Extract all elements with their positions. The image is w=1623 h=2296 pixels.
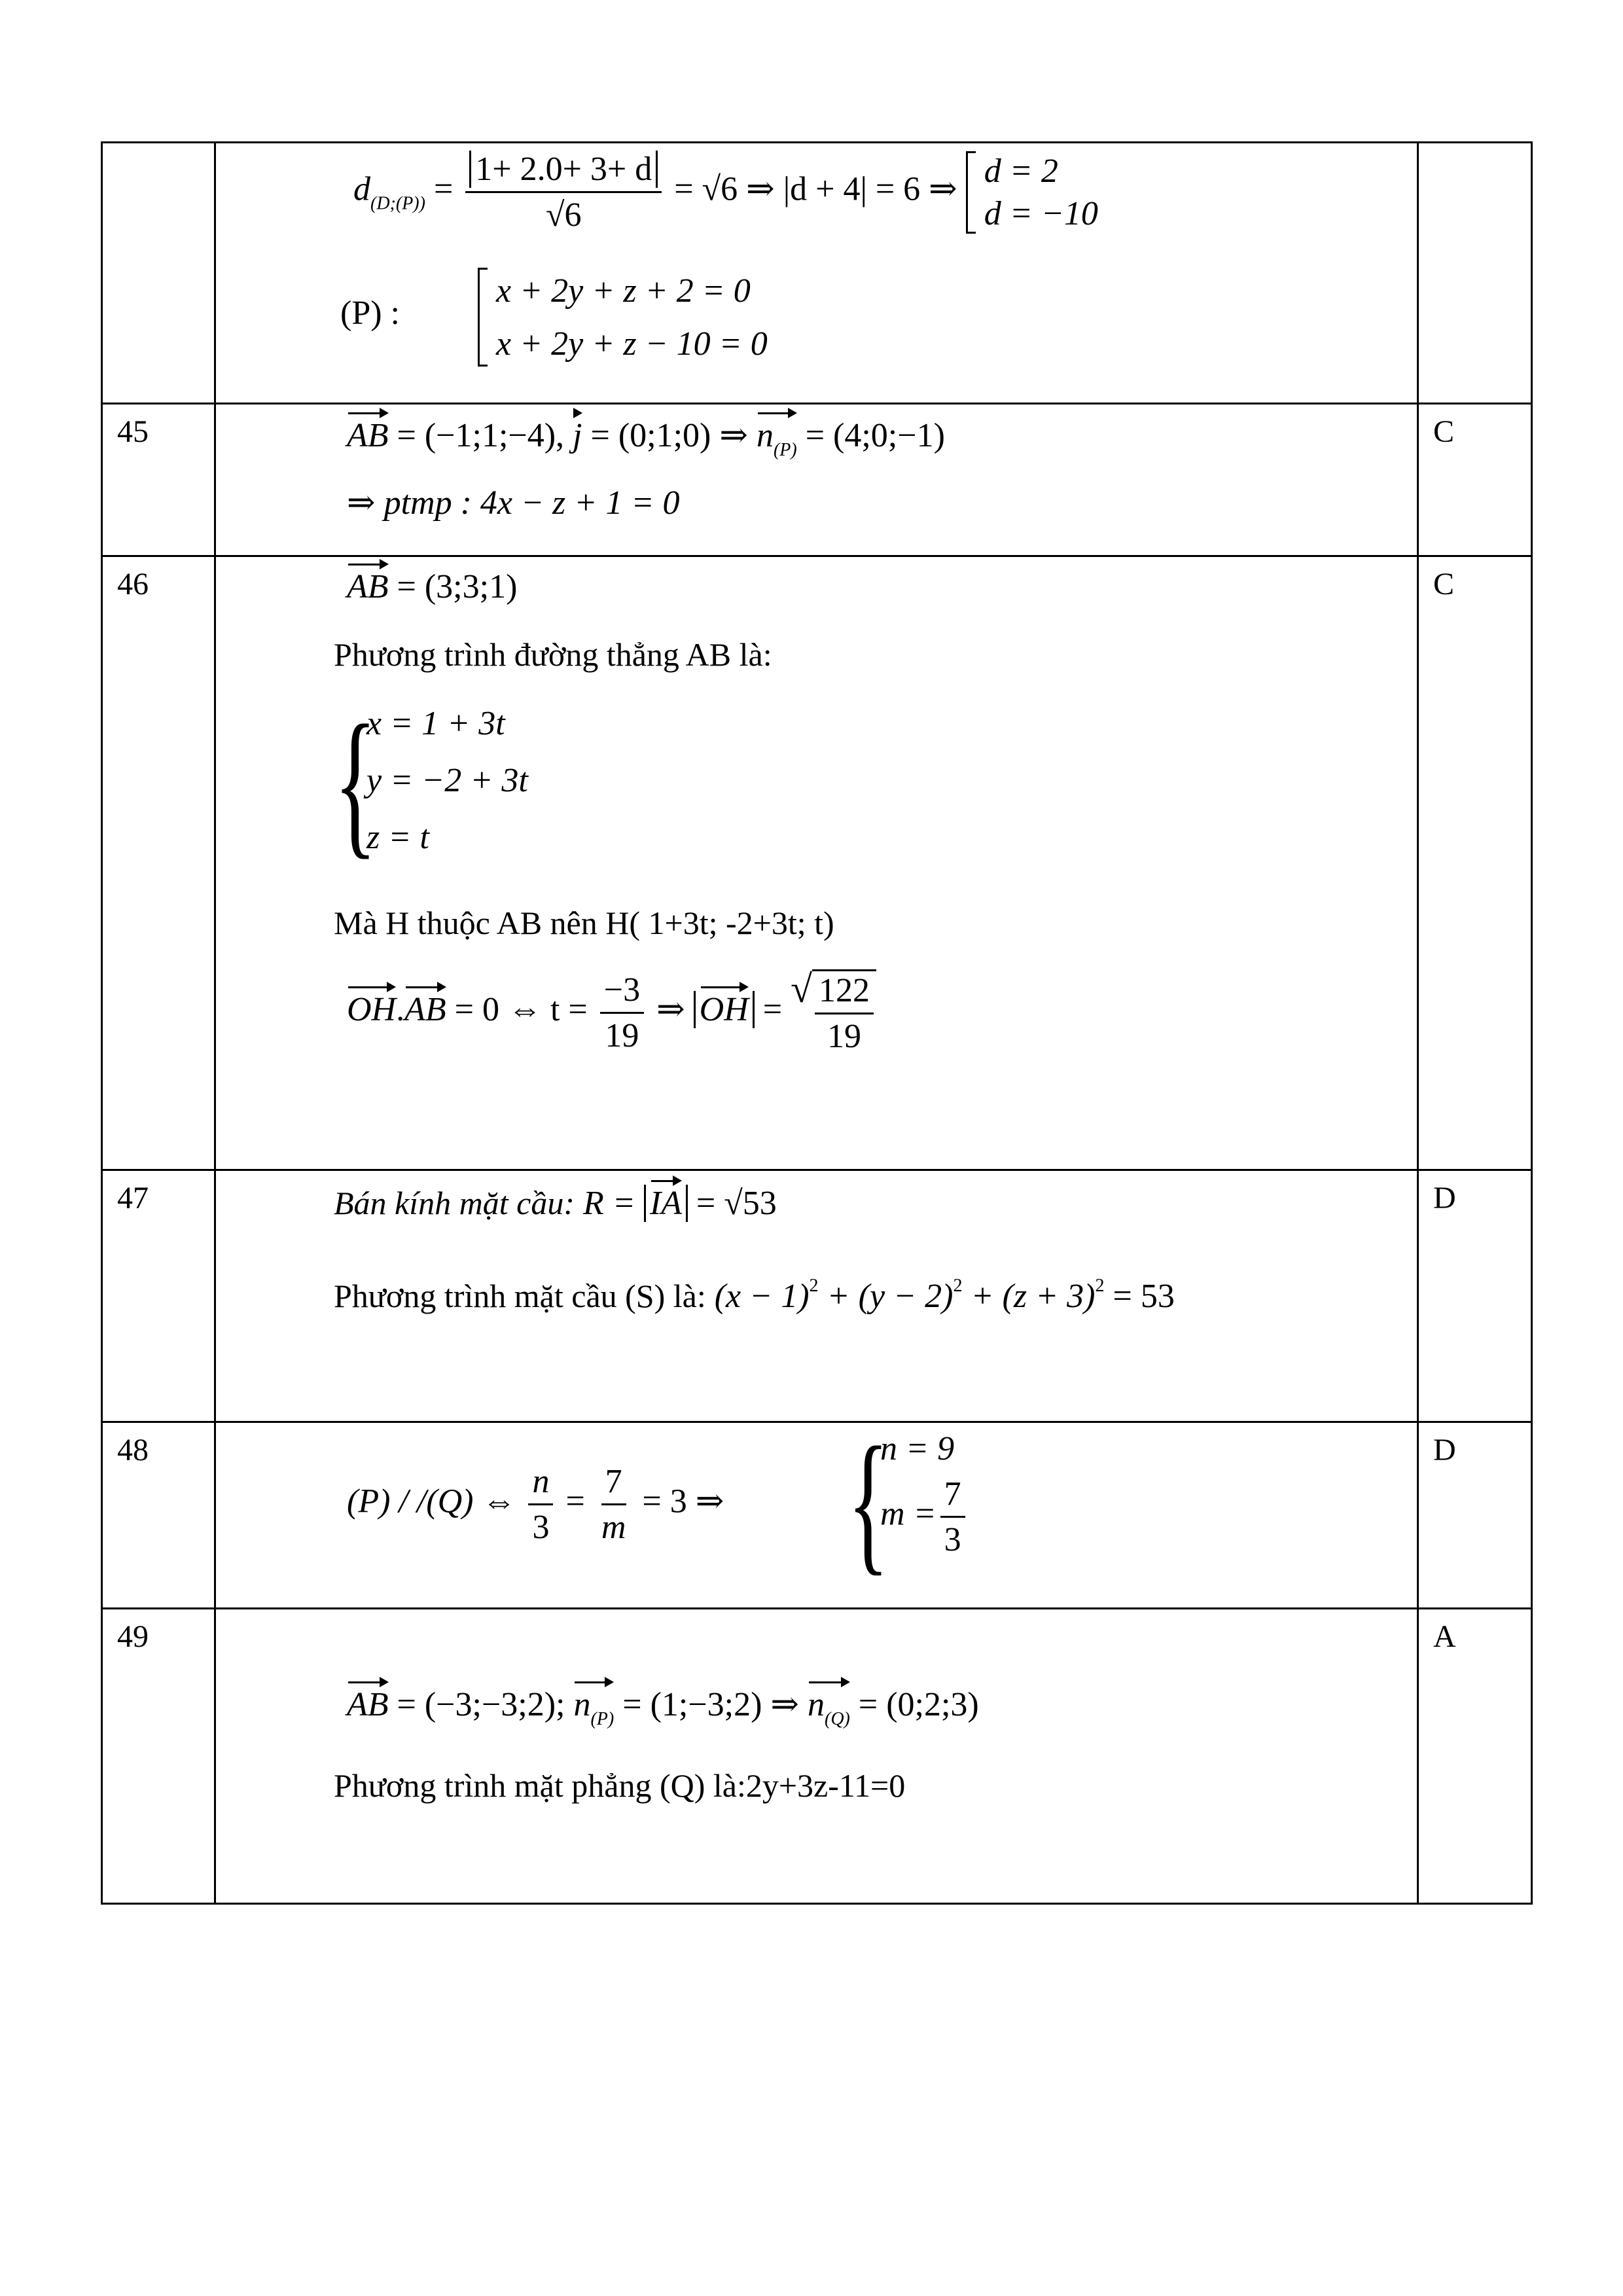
table-row [102,1170,1532,1422]
table-row [102,404,1532,556]
table-row [102,556,1532,1170]
h-point-text: Mà H thuộc AB nên H( 1+3t; -2+3t; t) [334,905,834,941]
param-x: x = 1 + 3t [366,705,505,742]
param-system: { [334,692,377,873]
question-number-cell [102,404,215,556]
distance-formula: $d_{(D;(P))}$ = $\frac{1+ 2.0+ 3+ d}{√6}$ = √6 ⇒ |d + 4| = 6 ⇒ d = 2 d = −10 [353,151,1098,234]
distance-subscript: (D;(P)) [370,193,425,214]
question-number: 49 [117,1619,149,1654]
vector-np: $n_{(P)}$ [573,1681,614,1730]
answer-letter: D [1433,1433,1456,1467]
param-z: z = t [366,819,429,856]
plane-label: (P) : [340,295,400,332]
answer-cell [1418,404,1532,556]
formula-line: AB = (−1;1;−4), j = (0;1;0) ⇒ $n_{(P)}$ = (4;0;−1) [347,412,945,461]
plane-q-text: Phương trình mặt phẳng (Q) là:2y+3z-11=0 [334,1767,906,1804]
vector-oh-magnitude: OH [700,986,749,1029]
question-number-cell [102,1170,215,1422]
fraction-numerator: 1+ 2.0+ 3+ d [469,151,658,188]
solution-cell [215,1414,1418,1609]
table-row [102,143,1532,404]
question-number-cell [102,143,215,404]
case-two: d = −10 [984,194,1098,232]
vector-j: j [573,412,582,455]
plane-equation-one: x + 2y + z + 2 = 0 [496,272,751,310]
answer-letter: C [1433,567,1455,601]
answer-cell [1418,556,1532,1170]
solution-cell [215,404,1418,556]
table-row [102,1609,1532,1904]
vector-oh: OH [347,986,396,1029]
answer-letter: D [1433,1181,1456,1215]
vector-nq: $n_{(Q)}$ [808,1681,850,1730]
vector-ia: IA [650,1180,682,1223]
question-number: 47 [117,1181,149,1215]
sphere-equation-line: Phương trình mặt cầu (S) là: $(x - 1)^2 + (y - 2)^2 + (z + 3)^2 = 53$ [334,1276,1175,1315]
plane-bracket [478,268,488,367]
question-number: 48 [117,1433,149,1467]
distance-symbol: d [353,170,370,208]
solution-cell [215,143,1418,404]
plane-equation: ⇒ ptmp : 4x − z + 1 = 0 [347,484,680,522]
line-title: Phương trình đường thẳng AB là: [334,636,772,673]
parallel-condition: (P) / /(Q) ⇔ $\frac{n}{3}$ = $\frac{7}{m}$ = 3 ⇒ [347,1463,724,1546]
fraction-denominator: √6 [546,196,582,234]
case-bracket [966,151,976,234]
question-number-cell [102,1422,215,1609]
solution-cell [215,1170,1418,1422]
normal-vector-line: AB = (−3;−3;2); $n_{(P)}$ = (1;−3;2) ⇒ $n_{(Q)}$ = (0;2;3) [347,1681,979,1730]
solution-cell [215,1609,1418,1904]
radius-line: Bán kính mặt cầu: R = IA = √53 [334,1180,777,1223]
n-value: n = 9 [880,1430,955,1467]
param-y: y = −2 + 3t [366,762,528,799]
vector-ab-line: AB = (3;3;1) [347,564,517,606]
answer-cell [1418,1170,1532,1422]
question-number-cell [102,1609,215,1904]
distance-result: = √6 ⇒ |d + 4| = 6 ⇒ [674,170,957,208]
table-row [102,1422,1532,1609]
param-equations [366,704,528,857]
answer-cell [1418,1609,1532,1904]
question-number: 46 [117,567,149,601]
answer-cell [1418,1422,1532,1609]
vector-ab: AB [347,412,389,455]
solution-values [880,1429,969,1559]
plane-cases [478,268,768,367]
vector-ab: AB [347,1681,389,1724]
case-one: d = 2 [984,152,1058,190]
vector-normal: $n_{(P)}$ [757,412,797,461]
solution-brace: { [847,1414,889,1588]
question-number-cell [102,556,215,1170]
answer-letter: C [1433,414,1455,449]
answer-table [101,141,1533,1905]
vector-ab: AB [347,564,389,606]
distance-fraction [465,150,662,234]
question-number: 45 [117,414,149,449]
m-value: m = $\frac{7}{3}$ [880,1475,969,1559]
answer-cell [1418,143,1532,404]
case-stack [984,152,1098,233]
vector-ab: AB [404,986,446,1029]
oh-formula: OH.AB = 0 ⇔ t = $\frac{-3}{19}$ ⇒ OH = √ $\frac{122}{19}$ [347,969,876,1056]
plane-equation-two: x + 2y + z − 10 = 0 [496,325,768,363]
answer-letter: A [1433,1619,1456,1654]
solution-cell [215,556,1418,1170]
